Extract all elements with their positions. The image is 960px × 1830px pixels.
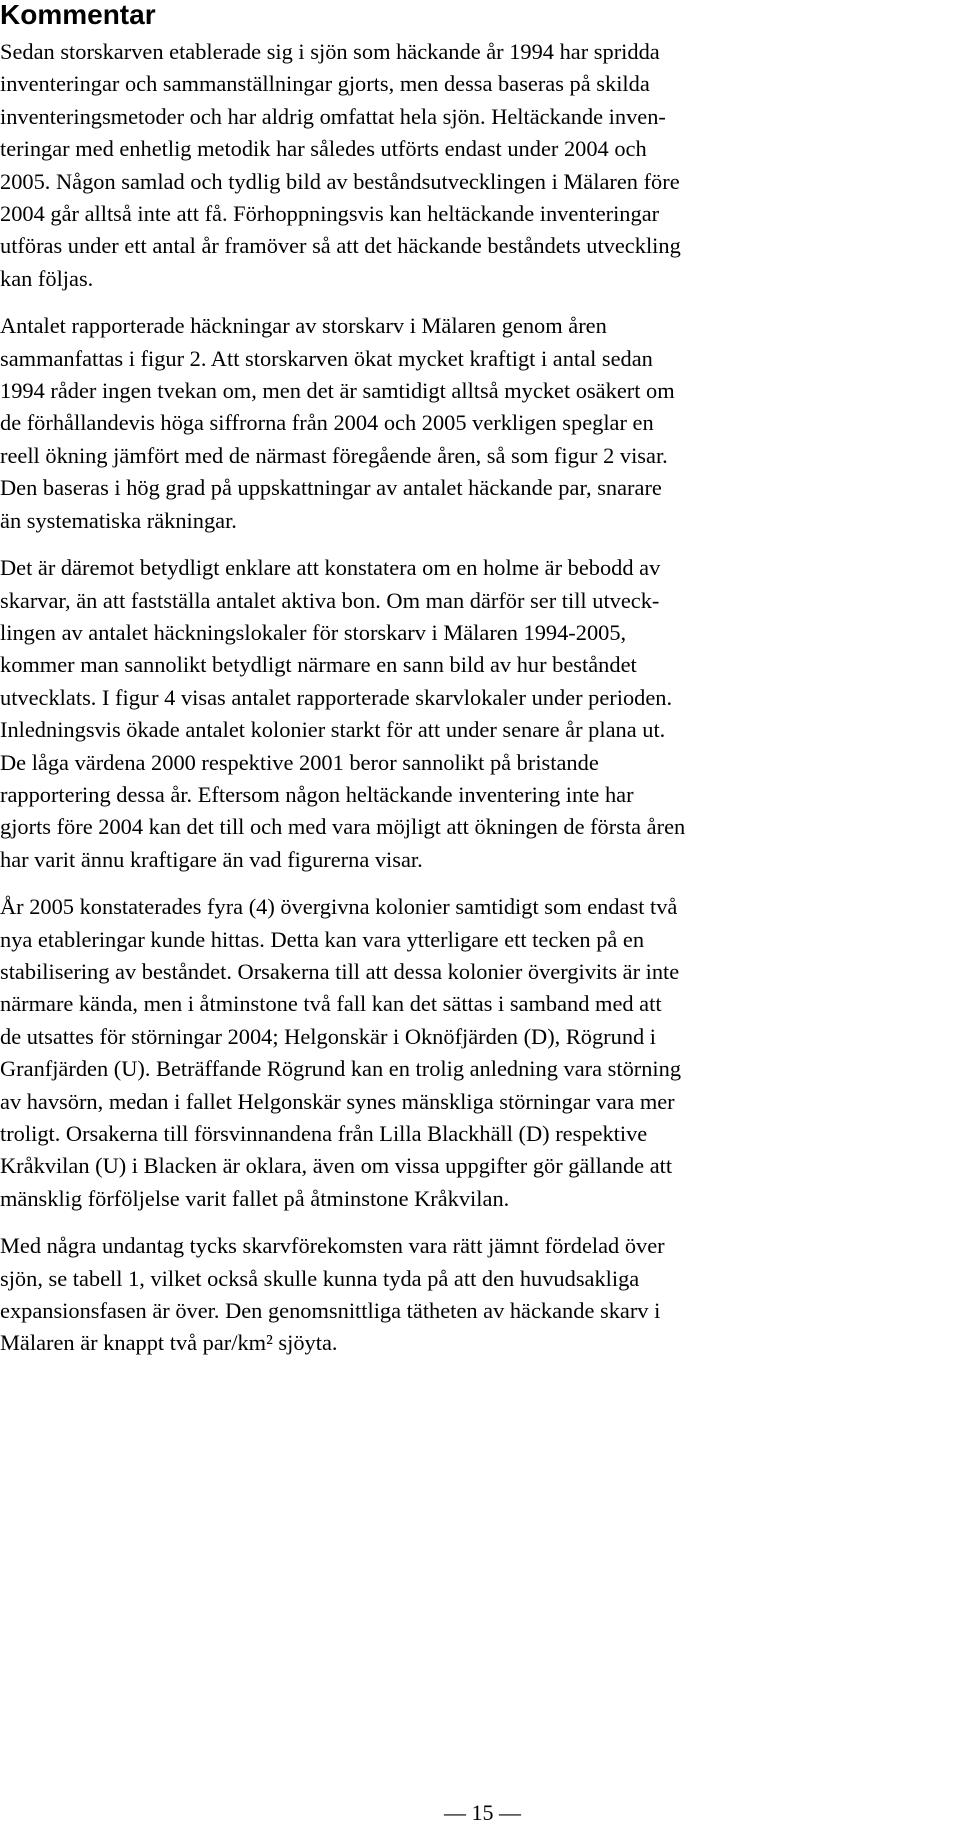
page-number: — 15 — [444,1800,521,1825]
text-line: kommer man sannolikt betydligt närmare en sann bild av hur beståndet [0,652,637,678]
text-line: 1994 råder ingen tvekan om, men det är samtidigt alltså mycket osäkert om [0,378,675,404]
paragraph-2 [0,310,950,537]
text-line: Med några undantag tycks skarvförekomsten vara rätt jämnt fördelad över [0,1233,665,1259]
paragraph-4 [0,891,950,1215]
text-line: inventeringar och sammanställningar gjorts, men dessa baseras på skilda [0,71,650,97]
text-line: gjorts före 2004 kan det till och med vara möjligt att ökningen de första åren [0,814,686,840]
text-line: de förhållandevis höga siffrorna från 2004 och 2005 verkligen speglar en [0,410,654,436]
text-line: skarvar, än att fastställa antalet aktiva bon. Om man därför ser till utveck- [0,587,660,613]
text-line: teringar med enhetlig metodik har således utförts endast under 2004 och [0,136,647,162]
text-line: stabilisering av beståndet. Orsakerna till att dessa kolonier övergivits är inte [0,958,680,984]
text-line: Inledningsvis ökade antalet kolonier starkt för att under senare år plana ut. [0,717,666,743]
text-line: inventeringsmetoder och har aldrig omfattat hela sjön. Heltäckande inven- [0,103,666,129]
text-line: närmare kända, men i åtminstone två fall kan det sättas i samband med att [0,991,662,1017]
body-text [0,36,950,1360]
text-line: Antalet rapporterade häckningar av storskarv i Mälaren genom åren [0,313,607,339]
text-line: kan följas. [0,265,94,291]
text-line: troligt. Orsakerna till försvinnandena från Lilla Blackhäll (D) respektive [0,1121,648,1146]
text-line: Sedan storskarven etablerade sig i sjön som häckande år 1994 har spridda [0,39,660,64]
text-line: 2005. Någon samlad och tydlig bild av beståndsutvecklingen i Mälaren före [0,168,680,194]
text-line: sammanfattas i figur 2. Att storskarven ökat mycket kraftigt i antal sedan [0,345,653,371]
text-line: sjön, se tabell 1, vilket också skulle kunna tyda på att den huvudsakliga [0,1265,640,1291]
text-line: utföras under ett antal år framöver så att det häckande beståndets utveckling [0,233,681,259]
text-line: reell ökning jämfört med de närmast föregående åren, så som figur 2 visar. [0,442,668,468]
text-line: utvecklats. I figur 4 visas antalet rapporterade skarvlokaler under perioden. [0,684,673,710]
text-line: av havsörn, medan i fallet Helgonskär synes mänskliga störningar vara mer [0,1088,675,1114]
text-line: har varit ännu kraftigare än vad figurerna visar. [0,846,423,872]
text-line: 2004 går alltså inte att få. Förhoppningsvis kan heltäckande inventeringar [0,201,660,227]
text-line: än systematiska räkningar. [0,507,237,533]
text-line: nya etableringar kunde hittas. Detta kan vara ytterligare ett tecken på en [0,926,645,952]
text-line: Mälaren är knappt två par/km² sjöyta. [0,1330,338,1356]
paragraph-5 [0,1230,950,1360]
text-line: År 2005 konstaterades fyra (4) övergivna kolonier samtidigt som endast två [0,894,678,920]
text-line: lingen av antalet häckningslokaler för storskarv i Mälaren 1994-2005, [0,619,627,645]
text-line: Granfjärden (U). Beträffande Rögrund kan en trolig anledning vara störning [0,1056,682,1082]
text-line: mänsklig förföljelse varit fallet på åtminstone Kråkvilan. [0,1185,510,1211]
paragraph-1 [0,36,950,295]
text-line: Den baseras i hög grad på uppskattningar av antalet häckande par, snarare [0,475,662,501]
text-line: de utsattes för störningar 2004; Helgonskär i Oknöfjärden (D), Rögrund i [0,1023,657,1049]
text-line: rapportering dessa år. Eftersom någon heltäckande inventering inte har [0,781,634,807]
section-heading: Kommentar [0,0,156,30]
text-line: De låga värdena 2000 respektive 2001 beror sannolikt på bristande [0,749,599,775]
text-line: expansionsfasen är över. Den genomsnittliga tätheten av häckande skarv i [0,1298,661,1324]
paragraph-3 [0,552,950,876]
text-line: Kråkvilan (U) i Blacken är oklara, även om vissa uppgifter gör gällande att [0,1153,673,1179]
page-footer [0,1800,960,1826]
text-line: Det är däremot betydligt enklare att konstatera om en holme är bebodd av [0,555,661,581]
